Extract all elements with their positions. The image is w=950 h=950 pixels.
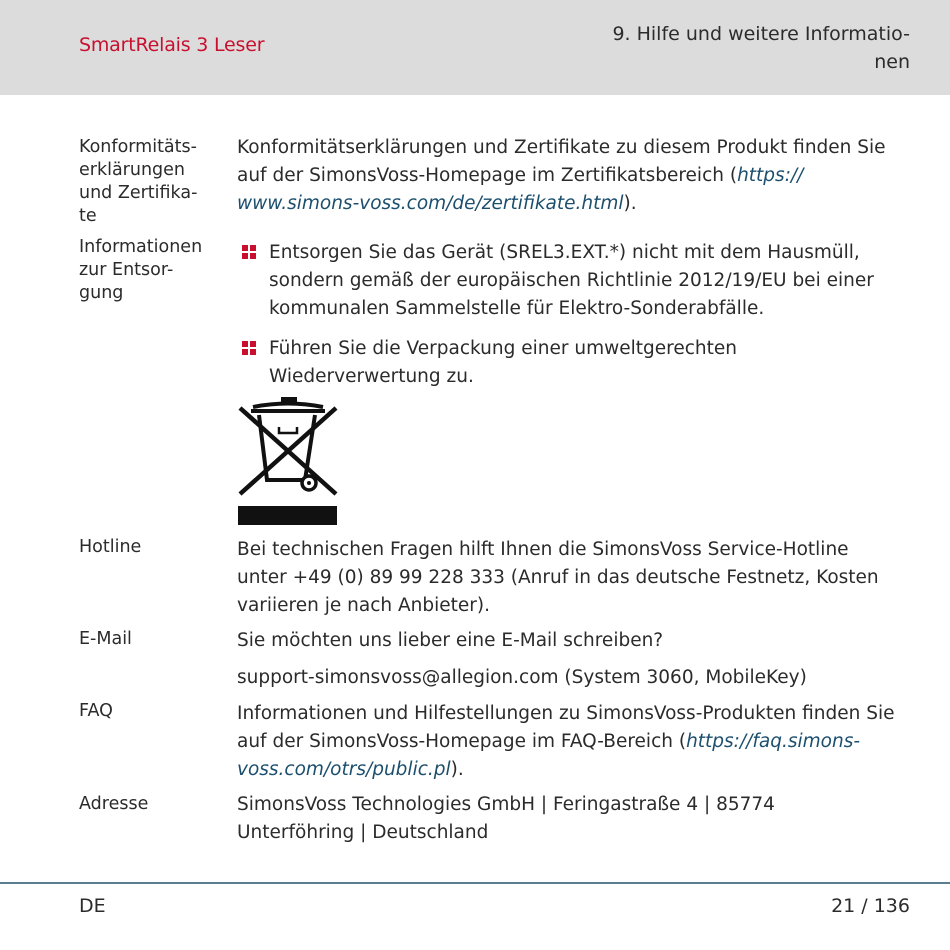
faq-label: FAQ (79, 701, 113, 721)
label-line: erklärungen (79, 160, 186, 180)
email-intro (237, 627, 927, 655)
bullet-icon (242, 341, 256, 355)
footer-language: DE (79, 895, 106, 917)
text-line: Unterföhring | Deutschland (237, 822, 489, 843)
faq-text (237, 700, 927, 784)
weee-crossed-bin-icon (237, 396, 339, 526)
conformity-text (237, 134, 927, 218)
text-line: unter +49 (0) 89 99 228 333 (Anruf in das deutsche Festnetz, Kosten (237, 567, 879, 588)
text-line: SimonsVoss Technologies GmbH | Feringastraße 4 | 85774 (237, 794, 775, 815)
text-line (237, 190, 927, 218)
support-email[interactable]: support-simonsvoss@allegion.com (System 3060, MobileKey) (237, 667, 807, 688)
label-line: Informationen (79, 237, 203, 257)
email-label: E-Mail (79, 629, 132, 649)
disposal-bullet-2 (269, 335, 929, 391)
text-line (237, 162, 927, 190)
text-fragment: ). (450, 759, 464, 780)
text-line: Führen Sie die Verpackung einer umweltgerechten (269, 338, 737, 359)
disposal-label (79, 236, 224, 305)
bullet-icon (242, 245, 256, 259)
text-line: Wiederverwertung zu. (269, 366, 474, 387)
label-line: Konformitäts- (79, 137, 197, 157)
label-line: zur Entsor- (79, 260, 174, 280)
text-line (237, 756, 927, 784)
page-number: 21 / 136 (831, 895, 910, 917)
text-line: Sie möchten uns lieber eine E-Mail schreiben? (237, 630, 664, 651)
text-line: sondern gemäß der europäischen Richtlinie 2012/19/EU bei einer (269, 270, 874, 291)
footer-divider (0, 882, 950, 884)
label-line: gung (79, 283, 124, 303)
text-line: Konformitätserklärungen und Zertifikate zu diesem Produkt finden Sie (237, 137, 886, 158)
label-line: te (79, 206, 97, 226)
text-fragment: auf der SimonsVoss-Homepage im FAQ-Bereich ( (237, 731, 687, 752)
certificates-link[interactable]: https:// (737, 165, 804, 186)
text-line: kommunalen Sammelstelle für Elektro-Sonderabfälle. (269, 298, 765, 319)
faq-link[interactable]: https://faq.simons- (686, 731, 861, 752)
text-line: variieren je nach Anbieter). (237, 595, 490, 616)
text-line: Informationen und Hilfestellungen zu SimonsVoss-Produkten finden Sie (237, 703, 895, 724)
conformity-label (79, 136, 224, 228)
faq-link-cont[interactable]: voss.com/otrs/public.pl (237, 759, 451, 780)
chapter-title (580, 20, 910, 76)
disposal-bullet-1 (269, 239, 929, 323)
email-address (237, 664, 927, 692)
page-header (0, 0, 950, 95)
text-fragment: ). (623, 193, 637, 214)
address-label: Adresse (79, 794, 149, 814)
chapter-title-line: 9. Hilfe und weitere Informatio- (612, 23, 910, 45)
address-text (237, 791, 927, 847)
chapter-title-line: nen (874, 51, 910, 73)
text-fragment: auf der SimonsVoss-Homepage im Zertifikatsbereich ( (237, 165, 738, 186)
hotline-text (237, 536, 927, 620)
hotline-label: Hotline (79, 537, 142, 557)
text-line: Entsorgen Sie das Gerät (SREL3.EXT.*) nicht mit dem Hausmüll, (269, 242, 860, 263)
text-line: Bei technischen Fragen hilft Ihnen die SimonsVoss Service-Hotline (237, 539, 849, 560)
product-title: SmartRelais 3 Leser (79, 34, 265, 56)
certificates-link-cont[interactable]: www.simons-voss.com/de/zertifikate.html (237, 193, 624, 214)
text-line (237, 728, 927, 756)
label-line: und Zertifika- (79, 183, 198, 203)
